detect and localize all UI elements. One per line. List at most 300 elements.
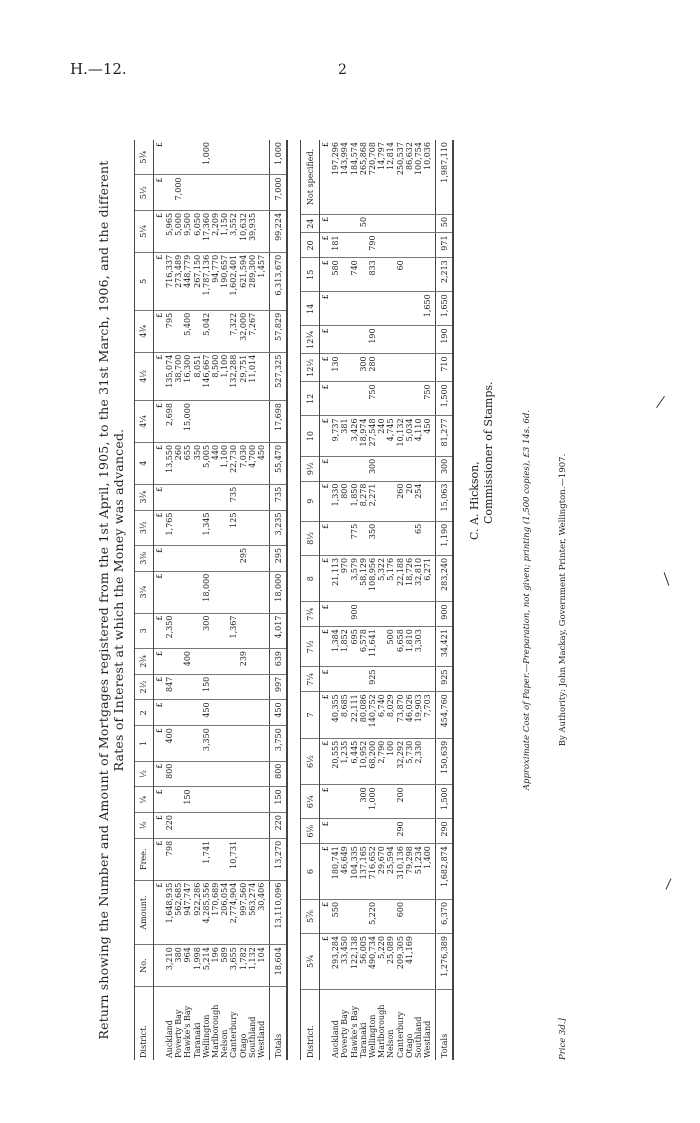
unit-row xyxy=(320,140,332,1060)
value-cell xyxy=(248,787,257,813)
value-cell xyxy=(350,326,359,354)
value-cell xyxy=(331,819,340,844)
value-cell xyxy=(359,899,368,933)
value-cell xyxy=(386,819,395,844)
value-cell xyxy=(248,813,257,839)
column-header: 3 xyxy=(135,613,154,648)
value-cell: 140,752 xyxy=(368,692,377,739)
unit-cell: £ xyxy=(320,819,332,844)
value-cell: 5,322 xyxy=(377,555,386,602)
value-cell xyxy=(220,401,229,443)
value-cell xyxy=(183,813,192,839)
value-cell: 10,632 xyxy=(239,210,248,252)
value-cell xyxy=(377,354,386,382)
value-cell xyxy=(257,175,270,210)
value-cell xyxy=(359,602,368,627)
value-cell: 1,384 xyxy=(331,627,340,667)
value-cell xyxy=(340,785,349,819)
total-cell: 735 xyxy=(270,484,288,510)
table-row xyxy=(423,140,436,1060)
value-cell: 10,036 xyxy=(423,140,436,214)
value-cell xyxy=(257,838,270,880)
value-cell xyxy=(350,354,359,382)
value-cell: 68,200 xyxy=(368,738,377,785)
unit-cell: £ xyxy=(154,484,166,510)
unit-cell: £ xyxy=(320,692,332,739)
totals-row xyxy=(270,140,288,1060)
value-cell xyxy=(377,899,386,933)
value-cell: 4,110 xyxy=(414,416,423,456)
value-cell: 5,220 xyxy=(368,899,377,933)
value-cell: 350 xyxy=(193,442,202,484)
value-cell: 900 xyxy=(350,602,359,627)
table-row xyxy=(350,140,359,1060)
value-cell: 46,026 xyxy=(405,692,414,739)
value-cell xyxy=(220,613,229,648)
value-cell: 17,360 xyxy=(202,210,211,252)
district-cell: Marlborough xyxy=(211,1004,221,1058)
value-cell: 8,500 xyxy=(211,352,220,400)
value-cell xyxy=(174,700,183,726)
total-cell: 1,987,110 xyxy=(436,140,454,214)
unit-cell: £ xyxy=(154,613,166,648)
value-cell: 970 xyxy=(340,555,349,602)
value-cell: 25,594 xyxy=(386,844,395,900)
value-cell: 922,286 xyxy=(193,880,202,945)
value-cell: 795 xyxy=(165,310,174,352)
value-cell: 10,952 xyxy=(359,738,368,785)
value-cell xyxy=(239,140,248,175)
value-cell xyxy=(257,700,270,726)
value-cell xyxy=(331,667,340,692)
value-cell xyxy=(248,175,257,210)
value-cell xyxy=(377,382,386,416)
value-cell xyxy=(331,292,340,326)
value-cell: 300 xyxy=(359,785,368,819)
total-cell: 190 xyxy=(436,326,454,354)
total-cell: 925 xyxy=(436,667,454,692)
value-cell xyxy=(396,233,405,258)
value-cell xyxy=(211,726,220,761)
value-cell xyxy=(239,175,248,210)
value-cell xyxy=(340,214,349,233)
column-header: 1 xyxy=(135,726,154,761)
value-cell xyxy=(340,258,349,292)
unit-cell: £ xyxy=(320,214,332,233)
value-cell: 750 xyxy=(423,382,436,416)
column-header: 5½ xyxy=(135,175,154,210)
value-cell: 254 xyxy=(414,481,423,521)
value-cell: 775 xyxy=(350,521,359,555)
value-cell: 1,852 xyxy=(340,627,349,667)
value-cell: 14,797 xyxy=(377,140,386,214)
value-cell xyxy=(359,456,368,481)
column-header: 20 xyxy=(301,233,320,258)
value-cell xyxy=(193,571,202,613)
value-cell: 2,698 xyxy=(165,401,174,443)
value-cell xyxy=(220,510,229,545)
value-cell xyxy=(423,627,436,667)
value-cell xyxy=(377,233,386,258)
value-cell: 190 xyxy=(368,326,377,354)
value-cell xyxy=(248,700,257,726)
value-cell xyxy=(239,838,248,880)
column-header: 12 xyxy=(301,382,320,416)
value-cell xyxy=(202,761,211,787)
value-cell xyxy=(174,813,183,839)
unit-cell: £ xyxy=(320,354,332,382)
value-cell: 695 xyxy=(350,627,359,667)
value-cell xyxy=(220,813,229,839)
value-cell xyxy=(331,382,340,416)
value-cell xyxy=(229,545,238,571)
unit-cell: £ xyxy=(320,258,332,292)
unit-cell xyxy=(154,987,166,1060)
value-cell xyxy=(211,787,220,813)
value-cell xyxy=(414,214,423,233)
value-cell: 5,000 xyxy=(174,210,183,252)
value-cell xyxy=(211,401,220,443)
district-cell: Taranaki xyxy=(358,1022,368,1058)
value-cell: 25,089 xyxy=(386,934,395,990)
value-cell: 1,330 xyxy=(331,481,340,521)
value-cell xyxy=(193,310,202,352)
value-cell xyxy=(414,292,423,326)
unit-cell: £ xyxy=(154,545,166,571)
page-number: 2 xyxy=(338,62,347,78)
total-cell: 13,110,096 xyxy=(270,880,288,945)
value-cell: 3,303 xyxy=(414,627,423,667)
table-row xyxy=(386,140,395,1060)
value-cell xyxy=(377,214,386,233)
value-cell xyxy=(220,310,229,352)
value-cell xyxy=(174,726,183,761)
value-cell xyxy=(423,819,436,844)
price-note: Price 3d.] xyxy=(558,1018,569,1060)
unit-cell: £ xyxy=(320,521,332,555)
value-cell xyxy=(414,326,423,354)
value-cell xyxy=(220,484,229,510)
value-cell: 1,400 xyxy=(423,844,436,900)
value-cell: 86,632 xyxy=(405,140,414,214)
value-cell xyxy=(386,292,395,326)
value-cell xyxy=(174,674,183,700)
value-cell xyxy=(248,401,257,443)
rotated-page-content xyxy=(96,140,568,1060)
unit-cell: £ xyxy=(320,292,332,326)
value-cell: 1,132 xyxy=(248,945,257,987)
total-cell: 55,470 xyxy=(270,442,288,484)
column-header: District. xyxy=(301,989,320,1060)
value-cell: 9,500 xyxy=(183,210,192,252)
value-cell xyxy=(211,613,220,648)
value-cell xyxy=(405,326,414,354)
value-cell: 29,670 xyxy=(377,844,386,900)
column-header: District. xyxy=(135,987,154,1060)
value-cell xyxy=(331,521,340,555)
value-cell: 250,537 xyxy=(396,140,405,214)
column-header: 6¼ xyxy=(301,785,320,819)
table-row xyxy=(414,140,423,1060)
value-cell: 27,548 xyxy=(368,416,377,456)
value-cell: 7,322 xyxy=(229,310,238,352)
column-header: 9 xyxy=(301,481,320,521)
value-cell xyxy=(340,667,349,692)
value-cell xyxy=(174,545,183,571)
value-cell: 750 xyxy=(368,382,377,416)
value-cell: 273,489 xyxy=(174,252,183,310)
value-cell xyxy=(386,382,395,416)
value-cell xyxy=(377,627,386,667)
value-cell xyxy=(220,787,229,813)
value-cell xyxy=(248,140,257,175)
value-cell: 239 xyxy=(239,648,248,674)
signature-block xyxy=(468,140,496,540)
value-cell: 209,305 xyxy=(396,934,405,990)
value-cell: 655 xyxy=(183,442,192,484)
value-cell: 740 xyxy=(350,258,359,292)
value-cell xyxy=(396,292,405,326)
value-cell xyxy=(257,484,270,510)
value-cell xyxy=(193,648,202,674)
value-cell xyxy=(386,785,395,819)
value-cell xyxy=(183,838,192,880)
column-header: 8½ xyxy=(301,521,320,555)
value-cell xyxy=(193,674,202,700)
value-cell xyxy=(414,934,423,990)
total-cell: 710 xyxy=(436,354,454,382)
unit-cell: £ xyxy=(154,787,166,813)
unit-cell: £ xyxy=(320,785,332,819)
value-cell xyxy=(396,521,405,555)
column-header: 2¾ xyxy=(135,648,154,674)
value-cell: 5,042 xyxy=(202,310,211,352)
value-cell xyxy=(193,813,202,839)
value-cell: 6,271 xyxy=(423,555,436,602)
value-cell xyxy=(211,838,220,880)
totals-row xyxy=(436,140,454,1060)
value-cell: 10,731 xyxy=(229,838,238,880)
column-header: 7½ xyxy=(301,627,320,667)
value-cell: 29,751 xyxy=(239,352,248,400)
value-cell xyxy=(220,726,229,761)
value-cell xyxy=(165,175,174,210)
value-cell: 22,111 xyxy=(350,692,359,739)
value-cell xyxy=(257,352,270,400)
value-cell xyxy=(165,787,174,813)
value-cell: 7,030 xyxy=(239,442,248,484)
value-cell: 5,965 xyxy=(165,210,174,252)
value-cell xyxy=(340,602,349,627)
value-cell xyxy=(405,292,414,326)
unit-cell: £ xyxy=(320,627,332,667)
value-cell: 600 xyxy=(396,899,405,933)
column-header: 5 xyxy=(135,252,154,310)
value-cell xyxy=(377,258,386,292)
value-cell xyxy=(183,484,192,510)
value-cell xyxy=(331,785,340,819)
value-cell xyxy=(340,521,349,555)
value-cell xyxy=(359,819,368,844)
column-header: 3¼ xyxy=(135,571,154,613)
value-cell: 847 xyxy=(165,674,174,700)
value-cell: 964 xyxy=(183,945,192,987)
value-cell xyxy=(405,354,414,382)
table-row xyxy=(377,140,386,1060)
value-cell xyxy=(331,326,340,354)
total-cell: 1,500 xyxy=(436,382,454,416)
total-cell: 6,370 xyxy=(436,899,454,933)
value-cell xyxy=(257,510,270,545)
total-cell: 81,277 xyxy=(436,416,454,456)
value-cell: 300 xyxy=(202,613,211,648)
value-cell xyxy=(211,510,220,545)
value-cell xyxy=(229,787,238,813)
district-cell: Otago xyxy=(404,1033,414,1058)
value-cell xyxy=(248,510,257,545)
value-cell xyxy=(257,310,270,352)
value-cell: 41,169 xyxy=(405,934,414,990)
value-cell xyxy=(174,613,183,648)
value-cell: 11,641 xyxy=(368,627,377,667)
value-cell xyxy=(386,354,395,382)
value-cell xyxy=(386,899,395,933)
unit-cell: £ xyxy=(320,667,332,692)
value-cell xyxy=(202,175,211,210)
value-cell xyxy=(414,819,423,844)
value-cell xyxy=(340,233,349,258)
unit-cell: £ xyxy=(320,140,332,214)
value-cell xyxy=(405,667,414,692)
unit-cell: £ xyxy=(154,510,166,545)
total-cell: 18,000 xyxy=(270,571,288,613)
value-cell: 295 xyxy=(239,545,248,571)
value-cell: 40,355 xyxy=(331,692,340,739)
table-row xyxy=(405,140,414,1060)
unit-cell: £ xyxy=(154,726,166,761)
column-header: 3⅜ xyxy=(135,545,154,571)
value-cell: 1,741 xyxy=(202,838,211,880)
value-cell: 21,113 xyxy=(331,555,340,602)
column-header: 7¾ xyxy=(301,602,320,627)
table-row xyxy=(368,140,377,1060)
value-cell xyxy=(220,571,229,613)
value-cell xyxy=(165,700,174,726)
unit-cell: £ xyxy=(154,442,166,484)
unit-cell: £ xyxy=(154,310,166,352)
column-header: 6⅛ xyxy=(301,819,320,844)
value-cell xyxy=(239,761,248,787)
total-cell: 7,000 xyxy=(270,175,288,210)
value-cell xyxy=(193,484,202,510)
value-cell xyxy=(229,648,238,674)
value-cell xyxy=(229,726,238,761)
value-cell xyxy=(183,700,192,726)
value-cell xyxy=(202,484,211,510)
value-cell xyxy=(350,456,359,481)
value-cell: 22,730 xyxy=(229,442,238,484)
value-cell xyxy=(229,571,238,613)
table-row xyxy=(193,140,202,1060)
value-cell xyxy=(211,484,220,510)
column-header: ½ xyxy=(135,761,154,787)
value-cell xyxy=(239,674,248,700)
cost-note: Approximate Cost of Paper.—Preparation, not given; printing (1,500 copies), £3 14s. 6d. xyxy=(522,409,533,791)
value-cell: 800 xyxy=(340,481,349,521)
total-cell: 1,500 xyxy=(436,785,454,819)
value-cell xyxy=(165,571,174,613)
value-cell xyxy=(211,813,220,839)
district-cell: Hawke's Bay xyxy=(183,1005,193,1058)
value-cell: 15,000 xyxy=(183,401,192,443)
value-cell xyxy=(396,326,405,354)
value-cell xyxy=(165,545,174,571)
value-cell xyxy=(423,354,436,382)
value-cell xyxy=(423,899,436,933)
unit-cell: £ xyxy=(154,761,166,787)
value-cell xyxy=(340,456,349,481)
value-cell xyxy=(359,667,368,692)
value-cell xyxy=(257,613,270,648)
value-cell xyxy=(331,456,340,481)
total-cell: 17,698 xyxy=(270,401,288,443)
value-cell xyxy=(229,761,238,787)
value-cell: 6,050 xyxy=(193,210,202,252)
district-cell: Southland xyxy=(414,1016,424,1058)
value-cell xyxy=(229,700,238,726)
value-cell: 200 xyxy=(396,785,405,819)
value-cell xyxy=(423,481,436,521)
district-cell: Westland xyxy=(257,1020,267,1058)
value-cell xyxy=(423,785,436,819)
value-cell xyxy=(423,214,436,233)
unit-cell: £ xyxy=(154,140,166,175)
unit-cell: £ xyxy=(320,481,332,521)
value-cell xyxy=(414,233,423,258)
value-cell xyxy=(368,292,377,326)
value-cell: 104 xyxy=(257,945,270,987)
value-cell xyxy=(248,545,257,571)
value-cell xyxy=(405,382,414,416)
mortgage-rates-table-1 xyxy=(134,140,288,1060)
column-header: 14 xyxy=(301,292,320,326)
value-cell: 8,278 xyxy=(359,481,368,521)
value-cell: 65 xyxy=(414,521,423,555)
value-cell xyxy=(229,813,238,839)
value-cell xyxy=(174,787,183,813)
value-cell xyxy=(386,667,395,692)
value-cell xyxy=(193,787,202,813)
unit-cell: £ xyxy=(154,571,166,613)
value-cell xyxy=(239,401,248,443)
column-header: 5¼ xyxy=(135,210,154,252)
value-cell xyxy=(396,667,405,692)
value-cell: 260 xyxy=(174,442,183,484)
value-cell xyxy=(257,571,270,613)
signatory-name: C. A. Hickson, xyxy=(468,461,482,540)
value-cell xyxy=(193,726,202,761)
table-row xyxy=(220,140,229,1060)
value-cell xyxy=(202,648,211,674)
value-cell xyxy=(220,674,229,700)
value-cell xyxy=(211,648,220,674)
value-cell: 206,054 xyxy=(220,880,229,945)
value-cell: 1,765 xyxy=(165,510,174,545)
value-cell: 2,774,904 xyxy=(229,880,238,945)
value-cell: 104,335 xyxy=(350,844,359,900)
column-header: 9½ xyxy=(301,456,320,481)
value-cell: 790 xyxy=(368,233,377,258)
